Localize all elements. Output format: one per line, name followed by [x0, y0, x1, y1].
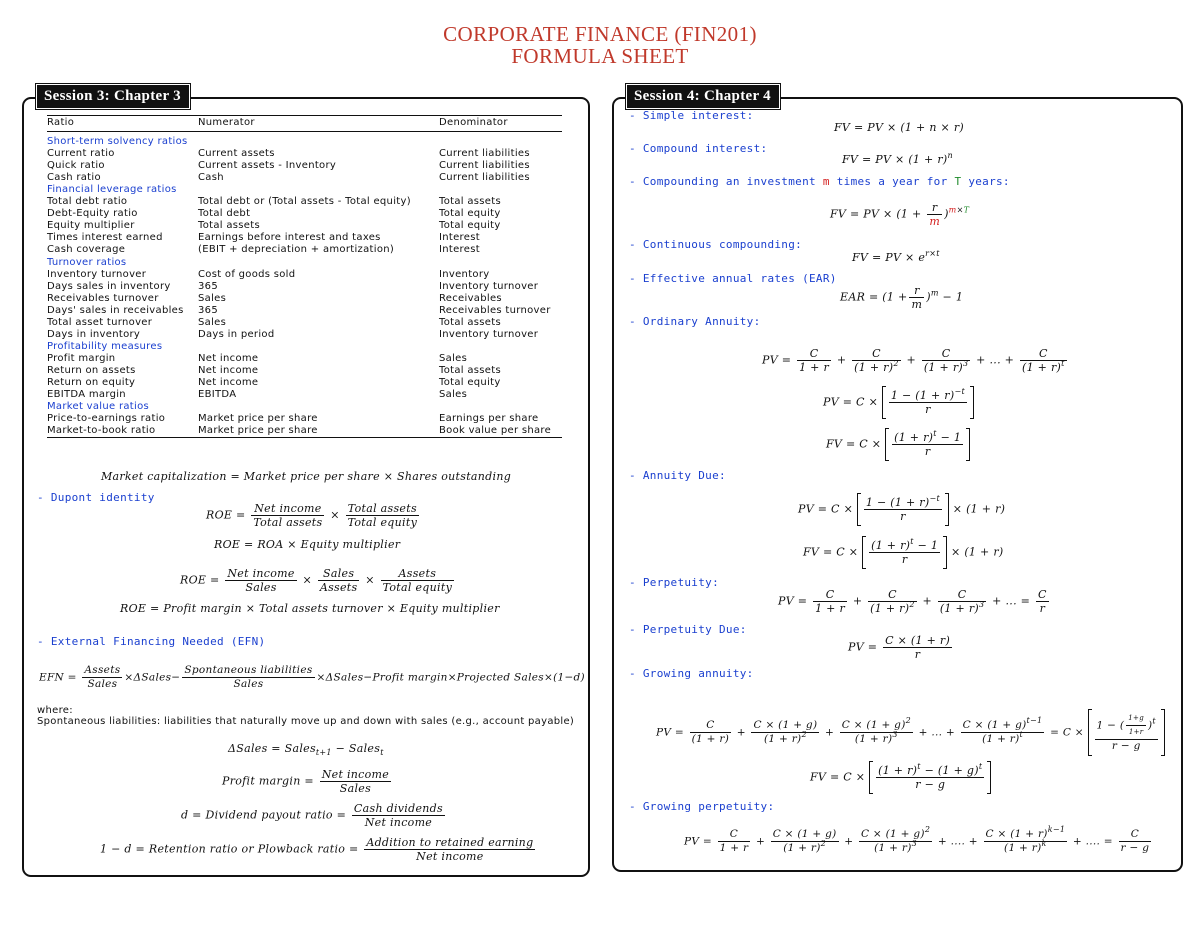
- perpetuity-heading: - Perpetuity:: [629, 576, 719, 589]
- page-subtitle: FORMULA SHEET: [511, 44, 689, 68]
- fraction: [82, 664, 122, 691]
- numerator-cell: Total debt or (Total assets - Total equity): [198, 196, 411, 208]
- denominator-cell: Earnings per share: [439, 413, 539, 425]
- category-label: Profitability measures: [47, 340, 163, 352]
- session-3-tab: Session 3: Chapter 3: [36, 84, 190, 109]
- numerator: Net income: [251, 502, 324, 516]
- ear-heading: - Effective annual rates (EAR): [629, 272, 837, 285]
- compound-interest-formula: FV = PV × $(1 + r)^n$: [842, 151, 953, 166]
- denominator-cell: Current liabilities: [439, 160, 530, 172]
- efn-tail: ×ΔSales−Profit margin×Projected Sales×(1−d): [316, 671, 585, 684]
- numerator: Assets: [381, 567, 455, 581]
- growing-annuity-heading: - Growing annuity:: [629, 667, 754, 680]
- profit-margin-formula: [222, 768, 393, 795]
- simple-interest-formula: FV = PV × (1 + n × r): [834, 121, 964, 134]
- ratio-cell: Total asset turnover: [47, 316, 153, 328]
- ordinary-annuity-pv: PV = C × $\frac{1 - (1 + r)^{-t}}{r}$: [823, 386, 974, 419]
- numerator-cell: Total debt: [198, 208, 251, 220]
- delta-sales-lhs: ΔSales = Sales: [228, 742, 316, 755]
- fraction: [225, 567, 296, 594]
- numerator-cell: Current assets - Inventory: [198, 160, 337, 172]
- ratio-cell: Cash ratio: [47, 172, 101, 184]
- header-denominator: Denominator: [439, 117, 508, 128]
- profit-margin-lhs: Profit margin =: [222, 774, 314, 788]
- denominator-cell: Interest: [439, 232, 480, 244]
- perpetuity-due-heading: - Perpetuity Due:: [629, 623, 747, 636]
- retention-ratio-formula: [100, 836, 537, 863]
- ordinary-annuity-fv: FV = C × $\frac{(1 + r)^t - 1}{r}$: [826, 428, 970, 461]
- ratio-cell: Total debt ratio: [47, 196, 128, 208]
- efn-heading: - External Financing Needed (EFN): [37, 635, 266, 648]
- denominator: Total equity: [347, 516, 418, 529]
- denominator-cell: Inventory turnover: [439, 328, 539, 340]
- dividend-payout-formula: [181, 802, 447, 829]
- where-label: where:: [37, 705, 73, 716]
- numerator: Net income: [321, 768, 390, 781]
- denominator: Sales: [245, 581, 277, 594]
- denominator-cell: Total assets: [439, 316, 501, 328]
- annuity-due-heading: - Annuity Due:: [629, 469, 726, 482]
- numerator-cell: Cash: [198, 172, 224, 184]
- ratio-cell: Quick ratio: [47, 160, 105, 172]
- ratio-cell: Cash coverage: [47, 244, 126, 256]
- category-label: Turnover ratios: [47, 256, 127, 268]
- ratio-cell: Current ratio: [47, 148, 115, 160]
- dividend-payout-lhs: d = Dividend payout ratio =: [181, 808, 347, 822]
- ratio-cell: Return on assets: [47, 364, 136, 376]
- numerator: Net income: [227, 567, 295, 580]
- spontaneous-definition: Spontaneous liabilities: liabilities that naturally move up and down with sales (e.g., account payable): [37, 716, 575, 727]
- numerator-cell: Earnings before interest and taxes: [198, 232, 381, 244]
- fraction: [352, 802, 445, 829]
- continuous-compounding-heading: - Continuous compounding:: [629, 238, 803, 251]
- annuity-due-pv: PV = C × $\frac{1 - (1 + r)^{-t}}{r}$ × (1 + r): [798, 493, 1005, 526]
- numerator-cell: Days in period: [198, 328, 275, 340]
- ordinary-annuity-pv-series: PV = $\frac{C}{1 + r}$ + $\frac{C}{(1 + r)^2}$ + $\frac{C}{(1 + r)^3}$ + ... + $\frac{C}{(1 + r)^t}$: [762, 347, 1065, 374]
- roe-formula-3: ROE = $\frac{\text{Net income}}{\text{Sales}}$ × $\frac{\text{Sales}}{\text{Assets}}$ × $\frac{\text{Assets}}{\text{Total equity}}$: [180, 567, 453, 594]
- category-label: Financial leverage ratios: [47, 184, 177, 196]
- ratio-cell: Profit margin: [47, 352, 116, 364]
- denominator: Net income: [364, 816, 433, 829]
- ratio-cell: Return on equity: [47, 377, 136, 388]
- fraction: [251, 502, 324, 529]
- numerator-cell: 365: [198, 304, 218, 316]
- numerator-cell: Total assets: [198, 220, 260, 232]
- ratio-cell: Days in inventory: [47, 328, 141, 340]
- denominator: Net income: [416, 850, 484, 863]
- heading-part: - Compounding an investment: [629, 175, 816, 188]
- numerator-cell: 365: [198, 280, 218, 292]
- roe-formula-4: ROE = Profit margin × Total assets turnover × Equity multiplier: [120, 602, 500, 615]
- denominator-cell: Total equity: [439, 220, 501, 232]
- numerator: Spontaneous liabilities: [184, 664, 313, 676]
- numerator-cell: Sales: [198, 316, 227, 328]
- compounding-m-times-heading: - Compounding an investment m times a year for T years:: [629, 175, 1010, 188]
- category-label: Short-term solvency ratios: [47, 136, 188, 147]
- roe-formula-1: ROE = $\frac{\text{Net income}}{\text{Total assets}}$ × $\frac{\text{Total assets}}{\text{Total equity}}$: [206, 502, 418, 529]
- fraction: [182, 664, 314, 691]
- denominator: Total equity: [382, 581, 453, 594]
- denominator: Sales: [87, 678, 118, 690]
- ratio-cell: Equity multiplier: [47, 220, 135, 232]
- ratio-cell: Debt-Equity ratio: [47, 208, 138, 220]
- ratio-cell: Inventory turnover: [47, 268, 147, 280]
- annuity-due-fv: FV = C × $\frac{(1 + r)^t - 1}{r}$ × (1 + r): [803, 536, 1003, 569]
- efn-formula: EFN = $\frac{\text{Assets}}{\text{Sales}}$ ×ΔSales− $\frac{\text{Spontaneous liabilities}}{\text{Sales}}$ ×ΔSales−Profit margin×Projected Sales×(1−d): [39, 664, 585, 690]
- denominator-cell: Interest: [439, 244, 480, 256]
- compound-interest-heading: - Compound interest:: [629, 142, 768, 155]
- ratio-cell: Market-to-book ratio: [47, 425, 156, 437]
- header-numerator: Numerator: [198, 117, 255, 128]
- denominator-cell: Receivables: [439, 292, 502, 304]
- session-4-tab: Session 4: Chapter 4: [626, 84, 780, 109]
- denominator-cell: Inventory turnover: [439, 280, 539, 292]
- ratio-cell: EBITDA margin: [47, 389, 126, 401]
- numerator: Assets: [84, 664, 121, 676]
- page-title: CORPORATE FINANCE (FIN201): [443, 22, 757, 46]
- delta-sales-formula: ΔSales = Sales$_{t+1}$ − Sales$_t$: [228, 742, 384, 757]
- fraction: [320, 768, 391, 795]
- roe-lhs: ROE =: [206, 508, 246, 522]
- delta-sales-mid: − Sales: [331, 742, 381, 755]
- denominator: Assets: [319, 581, 358, 594]
- continuous-base: FV = PV × e: [852, 251, 926, 264]
- numerator-cell: Net income: [198, 364, 259, 376]
- numerator: Addition to retained earning: [366, 836, 534, 849]
- numerator: Total assets: [346, 502, 420, 516]
- numerator-cell: EBITDA: [198, 389, 237, 401]
- ratio-cell: Times interest earned: [47, 232, 163, 244]
- denominator-cell: Book value per share: [439, 425, 552, 437]
- category-label: Market value ratios: [47, 401, 150, 413]
- ratio-cell: Days sales in inventory: [47, 280, 171, 292]
- growing-annuity-fv: FV = C × $\frac{(1 + r)^t - (1 + g)^t}{r - g}$: [810, 761, 991, 794]
- efn-lhs: EFN =: [39, 671, 77, 684]
- numerator-cell: Cost of goods sold: [198, 268, 296, 280]
- numerator: Sales: [318, 567, 360, 581]
- heading-part: years:: [968, 175, 1010, 188]
- fraction: [381, 567, 455, 594]
- denominator-cell: Total assets: [439, 196, 501, 208]
- numerator-cell: Net income: [198, 352, 259, 364]
- denominator-cell: Sales: [439, 389, 468, 401]
- denominator-cell: Current liabilities: [439, 148, 530, 160]
- ordinary-annuity-heading: - Ordinary Annuity:: [629, 315, 761, 328]
- denominator: Sales: [339, 782, 372, 795]
- numerator-cell: Net income: [198, 377, 259, 388]
- perpetuity-formula: PV = $\frac{C}{1 + r}$ + $\frac{C}{(1 + r)^2}$ + $\frac{C}{(1 + r)^3}$ + ... = $\frac{C}{r}$: [778, 588, 1047, 615]
- perpetuity-due-formula: PV = $\frac{C \times (1 + r)}{r}$: [848, 634, 951, 661]
- table-bottom-rule: [47, 437, 562, 438]
- numerator-cell: Sales: [198, 292, 227, 304]
- numerator-cell: (EBIT + depreciation + amortization): [198, 244, 395, 256]
- simple-interest-heading: - Simple interest:: [629, 109, 754, 122]
- table-header-rule: [47, 131, 562, 132]
- fraction: [318, 567, 360, 594]
- growing-perpetuity-formula: PV = $\frac{C}{1 + r}$ + $\frac{C \times (1 + g)}{(1 + r)^2}$ + $\frac{C \times (1 + g)^2}{(1 + r)^3}$ + .... + $\frac{C \times (1 + r)^{k-1}}{(1 + r)^k}$ + .... = $\frac{C}{r - g}$: [684, 825, 1150, 854]
- denominator-cell: Sales: [439, 352, 468, 364]
- dupont-heading: - Dupont identity: [37, 491, 155, 504]
- retention-lhs: 1 − d = Retention ratio or Plowback ratio =: [100, 842, 359, 856]
- denominator-cell: Total assets: [439, 364, 501, 376]
- compound-base: FV = PV × (1 + r): [842, 153, 948, 166]
- growing-annuity-pv: PV = $\frac{C}{(1 + r)}$ + $\frac{C \times (1 + g)}{(1 + r)^2}$ + $\frac{C \times (1 + g)^2}{(1 + r)^3}$ + ... + $\frac{C \times (1 + g)^{t-1}}{(1 + r)^t}$ = C × 1 − ( $\frac{1+g}{1+r}$ )$^t$ r − g: [656, 709, 1165, 756]
- growing-perpetuity-heading: - Growing perpetuity:: [629, 800, 775, 813]
- header-ratio: Ratio: [47, 117, 75, 128]
- roe-formula-2: ROE = ROA × Equity multiplier: [214, 538, 401, 551]
- fraction: [346, 502, 420, 529]
- denominator-cell: Total equity: [439, 208, 501, 220]
- denominator: Total assets: [253, 516, 323, 529]
- numerator-cell: Current assets: [198, 148, 275, 160]
- denominator-cell: Inventory: [439, 268, 490, 280]
- ratio-cell: Receivables turnover: [47, 292, 159, 304]
- numerator-cell: Market price per share: [198, 413, 318, 425]
- denominator-cell: Current liabilities: [439, 172, 530, 184]
- ear-formula: EAR = (1 + $\frac{r}{m}$ )$^m$ − 1: [840, 284, 964, 311]
- numerator-cell: Market price per share: [198, 425, 318, 437]
- compounding-m-times-formula: FV = PV × (1 + $\frac{r}{m}$ )$^{m\times T}$: [830, 201, 970, 228]
- continuous-compounding-formula: FV = PV × $e^{r\times t}$: [852, 249, 940, 264]
- roe-lhs: ROE =: [180, 573, 220, 587]
- market-cap-formula: Market capitalization = Market price per share × Shares outstanding: [100, 470, 512, 483]
- ratio-cell: Price-to-earnings ratio: [47, 413, 166, 425]
- denominator: Sales: [233, 678, 264, 690]
- ear-lhs: EAR = (1 +: [840, 290, 908, 304]
- numerator: Cash dividends: [353, 802, 443, 815]
- fraction: [364, 836, 535, 863]
- ratio-cell: Days' sales in receivables: [47, 304, 184, 316]
- denominator-cell: Total equity: [439, 377, 501, 388]
- heading-part: times a year for: [836, 175, 948, 188]
- denominator-cell: Receivables turnover: [439, 304, 551, 316]
